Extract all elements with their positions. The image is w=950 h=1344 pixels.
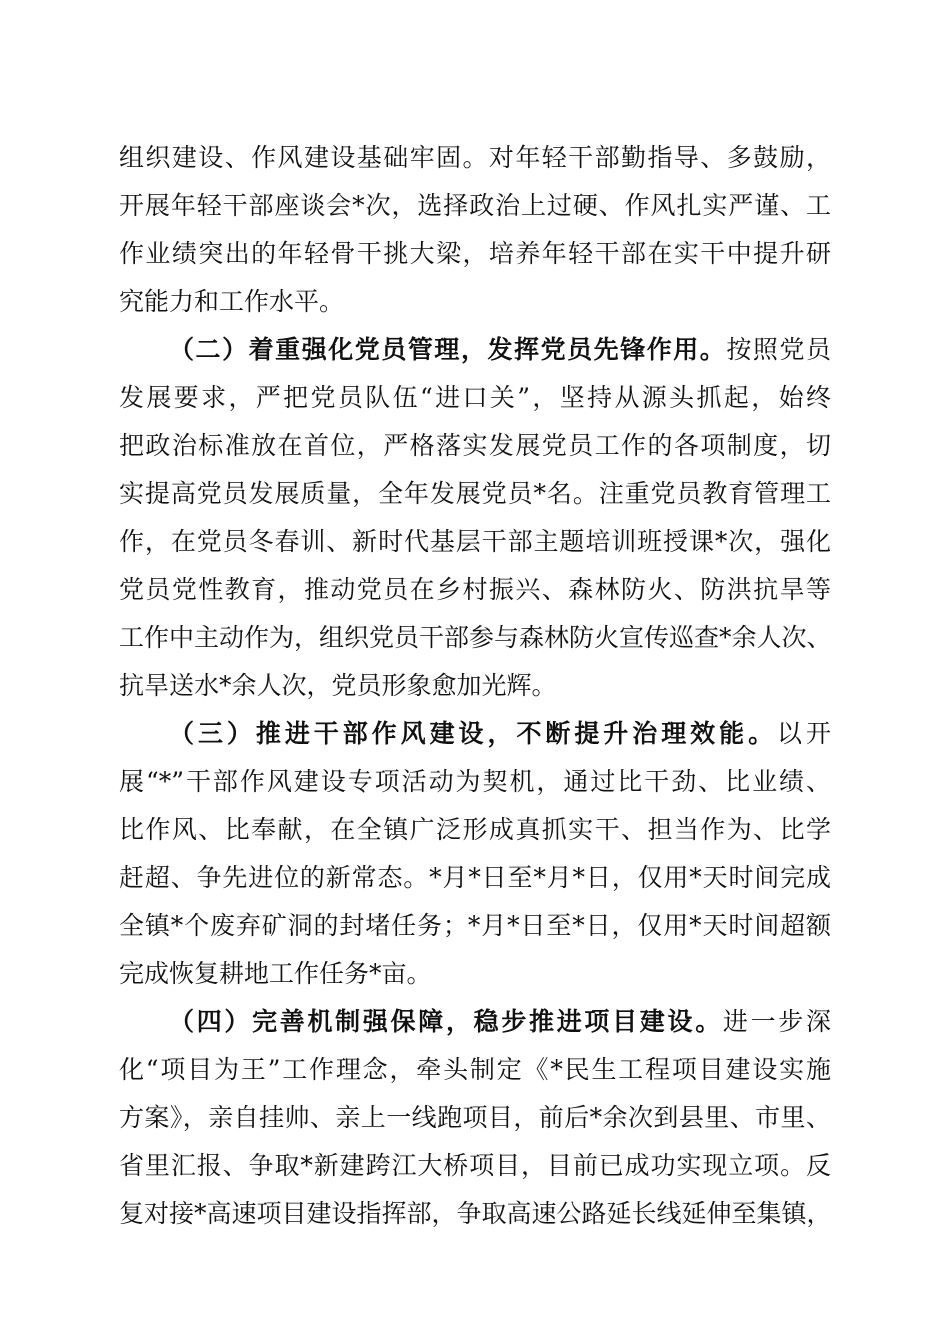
text-line: 方案》，亲自挂帅、亲上一线跑项目，前后*余次到县里、市里、: [119, 1103, 831, 1132]
text-line: 全镇*个废弃矿洞的封堵任务；*月*日至*日，仅用*天时间超额: [119, 911, 831, 940]
section-heading-2-title: （二）着重强化党员管理，发挥党员先锋作用。: [169, 335, 727, 364]
section-heading-3: [169, 710, 831, 758]
text-line: 党员党性教育，推动党员在乡村振兴、森林防火、防洪抗旱等: [119, 575, 831, 604]
text-line: 工作中主动作为，组织党员干部参与森林防火宣传巡查*余人次、: [119, 623, 832, 652]
section-heading-2-text: 按照党员: [726, 335, 831, 364]
text-line: 发展要求，严把党员队伍“进口关”，坚持从源头抓起，始终: [119, 383, 831, 412]
text-line: 赶超、争先进位的新常态。*月*日至*月*日，仅用*天时间完成: [119, 863, 831, 892]
section-heading-3-text: 以开: [777, 719, 831, 748]
section-heading-4: [169, 998, 831, 1046]
text-line: 比作风、比奉献，在全镇广泛形成真抓实干、担当作为、比学: [119, 815, 831, 844]
text-line: 把政治标准放在首位，严格落实发展党员工作的各项制度，切: [119, 431, 831, 460]
section-heading-4-title: （四）完善机制强保障，稳步推进项目建设。: [169, 1007, 723, 1036]
text-line: 省里汇报、争取*新建跨江大桥项目，目前已成功实现立项。反: [119, 1151, 831, 1180]
text-line: 实提高党员发展质量，全年发展党员*名。注重党员教育管理工: [119, 479, 831, 508]
text-line: 化“项目为王”工作理念，牵头制定《*民生工程项目建设实施: [119, 1055, 831, 1084]
text-line: 复对接*高速项目建设指挥部，争取高速公路延长线延伸至集镇，: [119, 1199, 832, 1228]
section-heading-2: [169, 326, 831, 374]
text-line: 展“*”干部作风建设专项活动为契机，通过比干劲、比业绩、: [119, 767, 831, 796]
text-line: 究能力和工作水平。: [119, 287, 345, 316]
text-line: 组织建设、作风建设基础牢固。对年轻干部勤指导、多鼓励，: [119, 143, 831, 172]
text-line: 作业绩突出的年轻骨干挑大梁，培养年轻干部在实干中提升研: [119, 239, 831, 268]
section-heading-4-text: 进一步深: [722, 1007, 831, 1036]
text-line: 完成恢复耕地工作任务*亩。: [119, 959, 432, 988]
text-line: 开展年轻干部座谈会*次，选择政治上过硬、作风扎实严谨、工: [119, 191, 831, 220]
text-line: 作，在党员冬春训、新时代基层干部主题培训班授课*次，强化: [119, 527, 831, 556]
section-heading-3-title: （三）推进干部作风建设，不断提升治理效能。: [169, 719, 778, 748]
text-line: 抗旱送水*余人次，党员形象愈加光辉。: [119, 671, 557, 700]
